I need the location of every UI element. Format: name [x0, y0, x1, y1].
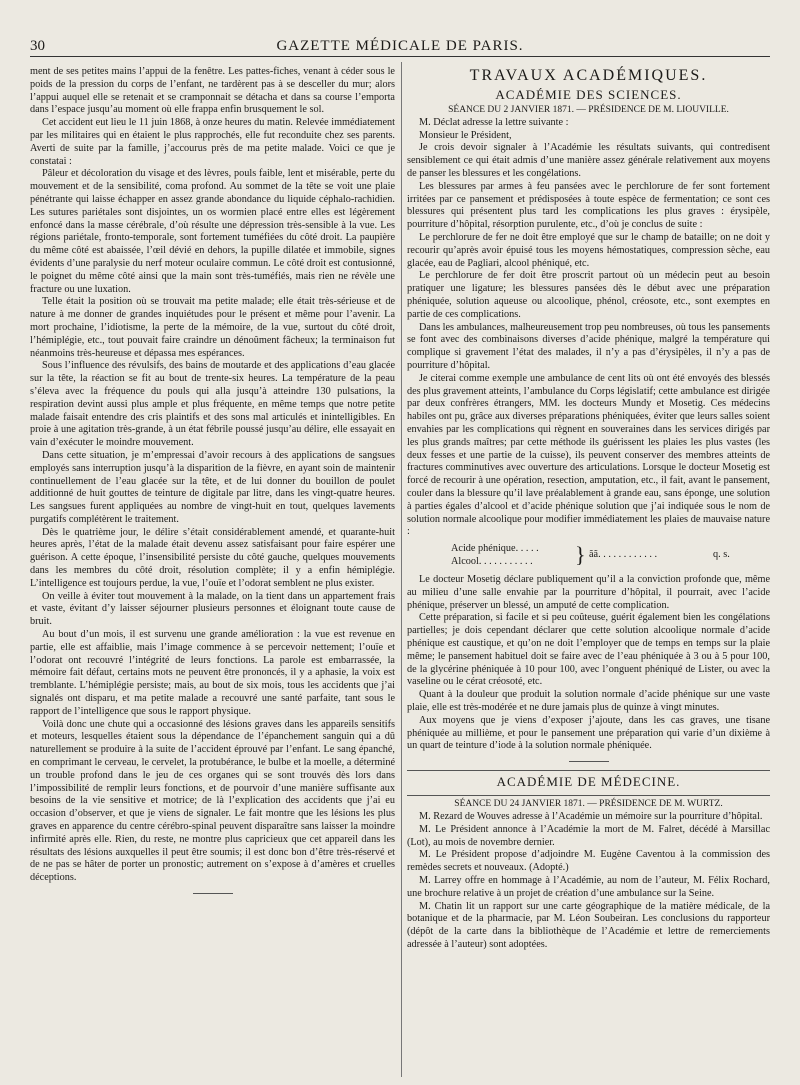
paragraph: Sous l’influence des révulsifs, des bains de moutarde et des applications d’eau glacée sur la tête, la réaction se fit au bout de trente-six heures. La température de la peau s’éleva avec la fréquence du pouls qui alla jusqu’à atteindre 130 pulsations, la respiration devint aussi plus ample et plus fréquente, en même temps que notre petite malade faisait entendre des cris plaintifs et des sons mal articulés et inintelligibles. En proie à une agitation très-grande, à un état fébrile poussé jusqu’au délire, elle essayait en vain d’exécuter le moindre mouvement. [30, 360, 395, 449]
paragraph: Dans cette situation, je m’empressai d’avoir recours à des applications de sangsues employés sans interruption jusqu’à la disparition de la fièvre, en ayant soin de maintenir continuellement de l’eau glacée sur la tête, et de lui donner du bouillon de poulet additionné de huit gouttes de teinture de digitale par litre, dans les vingt-quatre heures. Les sangsues furent appliquées au nombre de vingt-huit en tout, quelques lavements purgatifs complétèrent le traitement. [30, 449, 395, 525]
section-rule [407, 795, 770, 796]
end-rule [193, 893, 233, 894]
journal-title: GAZETTE MÉDICALE DE PARIS. [276, 38, 524, 54]
section-rule [407, 770, 770, 771]
paragraph: Je citerai comme exemple une ambulance de cent lits où ont été envoyés des blessés des plus gravement atteints, l’ambulance du Corps législatif; cette ambulance est dirigée par deux confrères étrangers, MM. les docteurs Mundy et Mosetig. Ces médecins habiles ont pu, grâce aux diverses préparations phéniquées, éviter que leurs salles soient envahies par les complications qui règnent en souveraines dans les services dirigés par les plus grands maîtres; par cette méthode ils guérissent les plaies les plus vastes (les deux fesses et une partie de la cuisse), ils peuvent conserver des membres atteints de fractures comminutives avec ouverture des articulations. Lorsque le docteur Mosetig est forcé de recourir à une opération, resection, amputation, etc., il fait, avant le pansement, couler dans la blessure qu’il lave préalablement à grande eau, sans éponge, une solution à parties égales d’alcool et d’acide phénique solution que j’ai indiquée sous le nom de solution normale alcoolique pour modifier immédiatement les plaies de mauvaise nature : [407, 372, 770, 538]
formula-line-2: Alcool. . . . . . . . . . . [451, 556, 533, 568]
academy-sciences-title: ACADÉMIE DES SCIENCES. [495, 87, 682, 102]
end-rule [569, 761, 609, 762]
paragraph: Telle était la position où se trouvait ma petite malade; elle était très-sérieuse et de nature à me donner de grandes inquiétudes pour le présent et même pour l’avenir. La mort prochaine, l’idiotisme, la perte de la mémoire, de la vue, surtout du côté droit, l’hémiplégie, etc., tout pouvait faire craindre un dénoûment fâcheux; la terminaison fut néanmoins très-heureuse et dépassa mes espérances. [30, 296, 395, 359]
left-column [30, 66, 395, 1076]
brace-icon: } [575, 542, 586, 568]
paragraph: M. Le Président annonce à l’Académie la mort de M. Falret, décédé à Marsillac (Lot), au mois de novembre dernier. [407, 823, 770, 848]
paragraph: Dans les ambulances, malheureusement trop peu nombreuses, où tous les pansements se font avec des combinaisons diverses d’acide phénique, malgré la température qui complique si gravement l’état des malades, il n’y a pas d’érysipèles, il n’y a pas de pourriture d’hôpital. [407, 321, 770, 371]
page-header [30, 34, 770, 57]
paragraph: Cet accident eut lieu le 11 juin 1868, à onze heures du matin. Relevée immédiatement par les militaires qui en étaient le plus rapprochés, elle fut reconduite chez ses parents. Averti de suite par la famille, j’accourus près de ma petite malade. Voici ce que je constatai : [30, 117, 395, 167]
paragraph: Le perchlorure de fer doit être proscrit partout où un médecin peut au besoin pratiquer une ligature; les blessures pansées dès le début avec une préparation phéniquée, solution aqueuse ou alcoolique, phénol, créosote, etc., sont exemptes en partie de ces complications. [407, 270, 770, 320]
paragraph: On veille à éviter tout mouvement à la malade, on la tient dans un appartement frais et vaste, évitant d’y laisser séjourner plusieurs personnes et éloignant toute cause de bruit. [30, 590, 395, 628]
paragraph: M. Le Président propose d’adjoindre M. Eugène Caventou à la commission des remèdes secrets et nouveaux. (Adopté.) [407, 849, 770, 874]
paragraph: Dès le quatrième jour, le délire s’était considérablement amendé, et quarante-huit heures après, l’état de la malade était devenu assez satisfaisant pour faire espérer une guérison. A cette époque, l’insensibilité persiste du côté gauche, quelques mouvements dans les membres du côté droit, résolution complète; il y a enfin hémiplégie. L’intelligence est toujours perdue, la vue, l’ouïe et l’odorat semblent ne plus exister. [30, 526, 395, 589]
paragraph: Aux moyens que je viens d’exposer j’ajoute, dans les cas graves, une tisane phéniquée au millième, et pour le pansement une préparation qui varie d’un dixième à un quart de teinture d’iode à la solution normale phéniquée. [407, 714, 770, 752]
section-title: TRAVAUX ACADÉMIQUES. [469, 67, 708, 84]
paragraph: M. Chatin lit un rapport sur une carte géographique de la matière médicale, de la botanique et de la pharmacie, par M. Léon Soubeiran. Les conclusions du rapporteur (dépôt de la carte dans la bibliothèque de l’Académie et lettre de remerciements adressée à l’auteur) sont adoptées. [407, 900, 770, 951]
formula-equal: ãã. . . . . . . . . . . . [589, 549, 658, 561]
paragraph: Monsieur le Président, [419, 129, 512, 141]
right-column [407, 66, 770, 1076]
paragraph: M. Larrey offre en hommage à l’Académie, au nom de l’auteur, M. Félix Rochard, une brochure relative à un projet de création d’une ambulance sur la Seine. [407, 875, 770, 899]
column-divider [401, 62, 402, 1077]
paragraph: Quant à la douleur que produit la solution normale d’acide phénique sur une vaste plaie, elle est très-modérée et ne dure jamais plus de quinze à vingt minutes. [407, 689, 770, 714]
paragraph: Le docteur Mosetig déclare publiquement qu’il a la conviction profonde que, même au milieu d’une salle envahie par la pourriture d’hôpital, il pourrait, avec l’acide phénique, préserver un blessé, un amputé de cette complication. [407, 574, 770, 611]
paragraph: Le perchlorure de fer ne doit être employé que sur le champ de bataille; on ne doit y recourir qu’après avoir épuisé tous les moyens hémostatiques, compression sèche, eau glacée, eau de Pagliari, alcool phéniqué, etc. [407, 231, 770, 269]
formula-qs: q. s. [713, 549, 730, 561]
page-number: 30 [30, 38, 45, 54]
paragraph: Je crois devoir signaler à l’Académie les résultats suivants, qui contredisent sensiblement ce qui était admis d’une manière assez générale relativement aux moyens de panser les blessures et les congélations. [407, 142, 770, 179]
formula [407, 541, 770, 571]
paragraph: M. Rezard de Wouves adresse à l’Académie un mémoire sur la pourriture d’hôpital. [419, 811, 763, 823]
paragraph: ment de ses petites mains l’appui de la fenêtre. Les pattes-fiches, venant à céder sous le poids de la pression du corps de l’enfant, ne tardèrent pas à se desceller du mur; alors l’appui auquel elle se retenait et se cramponnait se détacha et dans sa course l’emporta dans l’espace jusqu’au moment où elle frappa enfin brusquement le sol. [30, 66, 395, 116]
paragraph: Les blessures par armes à feu pansées avec le perchlorure de fer sont fortement irritées par ce pansement et prédisposées à toute espèce de fermentation; ce sont ces blessures qui présentent plus tard les complications les plus graves : érysipèle, pourriture d’hôpital, résorption purulente, etc., d’où je conclus de suite : [407, 180, 770, 231]
paragraph: Voilà donc une chute qui a occasionné des lésions graves dans les appareils sensitifs et moteurs, lesquelles étaient sous la dépendance de l’épanchement sanguin qui a dû naturellement se produire à la suite de l’accident éprouvé par l’enfant. Le sang épanché, en comprimant le cerveau, le cervelet, la protubérance, le bulbe et la moelle, a déterminé un trouble profond dans le jeu de ces organes qui se sont trouvés dès lors dans l’impossibilité de remplir leurs fonctions, et de pourvoir d’une manière suffisante aux besoins de la vie sensitive et motrice; de là l’explication des accidents que j’ai eu occasion d’observer, et que je viens de signaler. Le fait montre que les lésions les plus graves en apparence du centre cérébro-spinal peuvent disparaître sans laisser la moindre infirmité après elle. Rien, du reste, ne montre plus capricieux que cet appareil dans les résultats des lésions auxquelles il peut être soumis; il est donc bon d’être très-réservé et de ne pas se hâter de porter un pronostic; autrement on s’expose à d’amères et cruelles déceptions. [30, 718, 395, 884]
paragraph: Cette préparation, si facile et si peu coûteuse, guérit également bien les congélations partielles; je dois cependant déclarer que cette solution alcoolique normale d’acide phénique est caustique, et qu’on ne doit l’employer que de temps en temps sur la plaie même; le pansement habituel doit se faire avec de l’eau phéniquée à 3 ou à 5 pour 100, de la glycérine phéniquée à 10 pour 100, avec l’onguent phéniqué de Lister, ou avec la vaseline ou le cérat créosoté, etc. [407, 612, 770, 688]
paragraph: Pâleur et décoloration du visage et des lèvres, pouls faible, lent et misérable, perte du mouvement et de la sensibilité, coma profond. Au sommet de la tête se voit une plaie pénétrante qui laisse échapper en assez grande abondance du liquide céphalo-rachidien. Les sutures pariétales sont disjointes, un os wormien placé entre elles est légèrement enfoncé dans la masse cérébrale, d’où résulte une dépression très-sensible à la vue. Les régions pariétale, fronto-temporale, sont fortement tuméfiées du côté droit. La paupière du même côté est abaissée, l’œil dévié en dehors, la pupille dilatée et immobile, signes évidents d’une paralysie du nerf moteur oculaire commun. Le côté droit est contusionné, le poignet du même côté ainsi que la main sont très-tuméfiés, mais rien ne révèle une fracture ou une luxation. [30, 168, 395, 295]
formula-line-1: Acide phénique. . . . . [451, 543, 539, 555]
academy-medicine-title: ACADÉMIE DE MÉDECINE. [496, 774, 681, 790]
paragraph: M. Déclat adresse la lettre suivante : [419, 116, 569, 128]
session-heading: SÉANCE DU 24 JANVIER 1871. — PRÉSIDENCE DE M. WURTZ. [454, 799, 723, 810]
session-heading: SÉANCE DU 2 JANVIER 1871. — PRÉSIDENCE DE M. LIOUVILLE. [448, 105, 729, 115]
paragraph: Au bout d’un mois, il est survenu une grande amélioration : la vue est revenue en partie, elle est affaiblie, mais l’image commence à se percevoir nettement; l’ouïe et l’odorat ont recouvré l’intégrité de leurs fonctions. La parole est embarrassée, la mémoire fait défaut, certains mots ne peuvent être prononcés, il y a aphasie, la voix est tremblante. L’hémiplégie persiste; mais, au bout de six mois, tous les accidents que j’ai signalés ont disparu, et ma petite malade a recouvré une santé parfaite, tant sous le rapport de l’intelligence que sous le rapport physique. [30, 629, 395, 717]
